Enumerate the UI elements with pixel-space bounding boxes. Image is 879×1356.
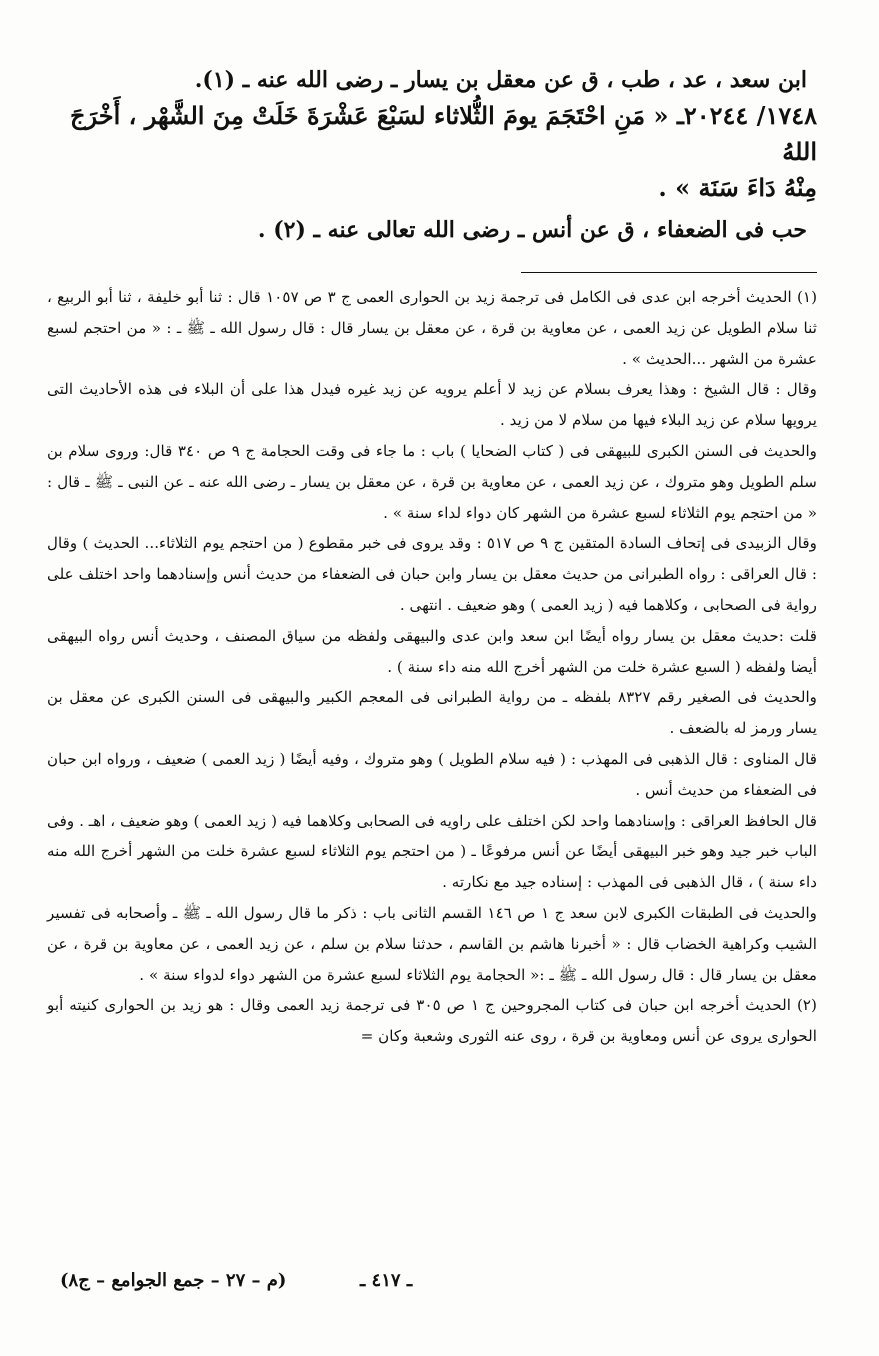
main-line-1: ابن سعد ، عد ، طب ، ق عن معقل بن يسار ـ رضى الله عنه ـ (١). <box>194 67 807 93</box>
main-line-2: ١٧٤٨/ ٢٠٢٤٤ـ « مَنِ احْتَجَمَ يومَ الثُّلاثاء لسَبْعَ عَشْرَةَ خَلَتْ مِنَ الشَّهْر ، أَخْرَجَ اللهُ <box>70 101 817 166</box>
footnote-1-para-7: قال المناوى : قال الذهبى فى المهذب : ( فيه سلام الطويل ) وهو متروك ، وفيه أيضًا ( زيد العمى ) ضعيف ، ورواه ابن حبان فى الضعفاء من حديث أنس . <box>47 749 817 799</box>
footnote-1-para-5: قلت :حديث معقل بن يسار رواه أيضًا ابن سعد وابن عدى والبيهقى ولفظه من سياق المصنف ، وحديث أنس رواه البيهقى أيضا ولفظه ( السبع عشرة خلت من الشهر أخرج الله منه داء سنة ) . <box>47 626 817 676</box>
footnote-2: (٢) الحديث أخرجه ابن حبان فى كتاب المجروحين ج ١ ص ٣٠٥ فى ترجمة زيد العمى وقال : هو زيد بن الحوارى كنيته أبو الحوارى يروى عن أنس ومعاوية بن قرة ، روى عنه الثورى وشعبة وكان = <box>47 996 817 1046</box>
footnote-1-para-3: والحديث فى السنن الكبرى للبيهقى فى ( كتاب الضحايا ) باب : ما جاء فى وقت الحجامة ج ٩ ص ٣٤٠ قال: وروى سلام بن سلم الطويل وهو متروك ، عن زيد العمى ، عن معاوية بن قرة ، عن معقل بن يسار ـ رضى الله عنه ـ عن النبى ـ ﷺ ـ قال : « من احتجم يوم الثلاثاء لسبع عشرة من الشهر كان دواء لداء سنة » . <box>47 441 817 522</box>
footnote-1-para-9: والحديث فى الطبقات الكبرى لابن سعد ج ١ ص ١٤٦ القسم الثانى باب : ذكر ما قال رسول الله ـ ﷺ ـ وأصحابه فى تفسير الشيب وكراهية الخضاب قال : « أخبرنا هاشم بن القاسم ، حدثنا سلام بن سلم ، عن زيد العمى ، عن معاوية بن قرة ، عن معقل بن يسار قال : قال رسول الله ـ ﷺ ـ :« الحجامة يوم الثلاثاء لسبع عشرة من الشهر دواء لدواء سنة » . <box>47 903 817 984</box>
footnote-1-para-2: وقال : قال الشيخ : وهذا يعرف بسلام عن زيد لا أعلم يرويه عن زيد غيره فيدل هذا على أن البلاء فى هذه الأحاديث التى يرويها سلام عن زيد البلاء فيها من سلام لا من زيد . <box>47 380 817 430</box>
page-number: ـ ٤١٧ ـ <box>360 1270 413 1291</box>
footnote-1-para-6: والحديث فى الصغير رقم ٨٣٢٧ بلفظه ـ من رواية الطبرانى فى المعجم الكبير والبيهقى فى السنن الكبرى عن معقل بن يسار ورمز له بالضعف . <box>47 688 817 738</box>
printer-signature: (م – ٢٧ – جمع الجوامع – ج٨) <box>60 1270 287 1291</box>
page-footer <box>60 1270 819 1306</box>
footnote-1-para-4: وقال الزبيدى فى إتحاف السادة المتقين ج ٩ ص ٥١٧ : وقد يروى فى خبر مقطوع ( من احتجم يوم الثلاثاء... الحديث ) وقال : قال العراقى : رواه الطبرانى من حديث معقل بن يسار وابن حبان فى الضعفاء من حديث أنس وإسنادهما واحد اختلف على رواية فى الصحابى ، وكلاهما فيه ( زيد العمى ) وهو ضعيف . انتهى . <box>47 534 817 614</box>
main-line-3: مِنْهُ دَاءَ سَنَة » . <box>658 173 817 202</box>
footnote-1-para-8: قال الحافظ العراقى : وإسنادهما واحد لكن اختلف على راويه فى الصحابى وكلاهما فيه ( زيد العمى ) وهو ضعيف ، اهـ . وفى الباب خبر جيد وهو خبر البيهقى أيضًا عن أنس مرفوعًا ـ ( من احتجم يوم الثلاثاء لسبع عشرة خلت من الشهر أخرج الله منه داء سنة ) ، قال الذهبى فى المهذب : إسناده جيد مع نكارته . <box>47 811 817 892</box>
main-line-4: حب فى الضعفاء ، ق عن أنس ـ رضى الله تعالى عنه ـ (٢) . <box>257 217 807 243</box>
main-text <box>47 62 817 248</box>
footnote-1-para-1: (١) الحديث أخرجه ابن عدى فى الكامل فى ترجمة زيد بن الحوارى العمى ج ٣ ص ١٠٥٧ قال : ثنا أبو خليفة ، ثنا أبو الربيع ، ثنا سلام الطويل عن زيد العمى ، عن معاوية بن قرة ، عن معقل بن يسار قال : قال رسول الله ـ ﷺ ـ : « من احتجم لسبع عشرة من الشهر ...الحديث » . <box>47 288 817 368</box>
footnote-separator <box>521 272 817 273</box>
footnotes <box>47 282 817 1052</box>
